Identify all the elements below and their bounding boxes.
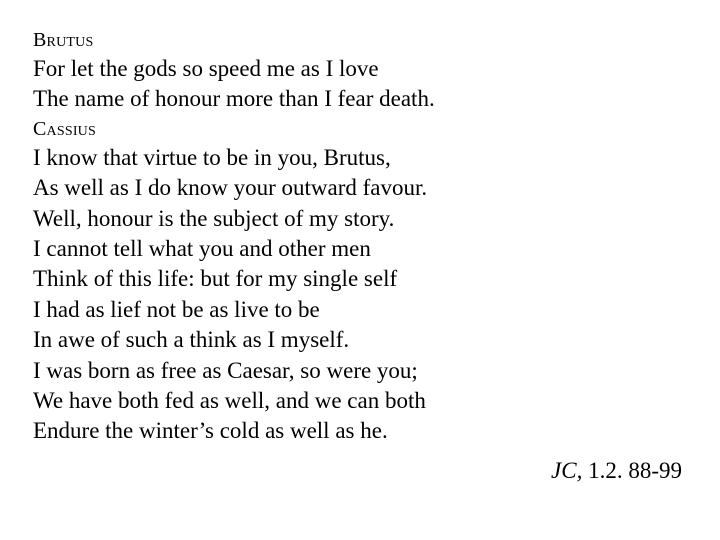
citation <box>551 456 682 486</box>
verse-line: I cannot tell what you and other men <box>33 236 371 262</box>
verse-line: In awe of such a think as I myself. <box>33 327 350 353</box>
verse-line: I know that virtue to be in you, Brutus, <box>33 144 391 170</box>
verse-line: I was born as free as Caesar, so were you; <box>33 357 418 383</box>
citation-reference: 1.2. 88-99 <box>588 458 682 483</box>
verse-passage <box>33 26 673 447</box>
verse-line: For let the gods so speed me as I love <box>33 56 379 81</box>
speaker-name-cassius: Cassius <box>33 117 96 140</box>
verse-line: I had as lief not be as live to be <box>33 296 320 322</box>
speaker-name-brutus: Brutus <box>33 29 94 51</box>
verse-line: Well, honour is the subject of my story. <box>33 205 395 231</box>
verse-line: As well as I do know your outward favour. <box>33 175 428 201</box>
verse-line: We have both fed as well, and we can both <box>33 388 426 414</box>
verse-line: Endure the winter’s cold as well as he. <box>33 418 388 444</box>
verse-line: Think of this life: but for my single self <box>33 266 398 292</box>
verse-line: The name of honour more than I fear death. <box>33 86 435 112</box>
citation-work: JC, <box>551 458 583 483</box>
